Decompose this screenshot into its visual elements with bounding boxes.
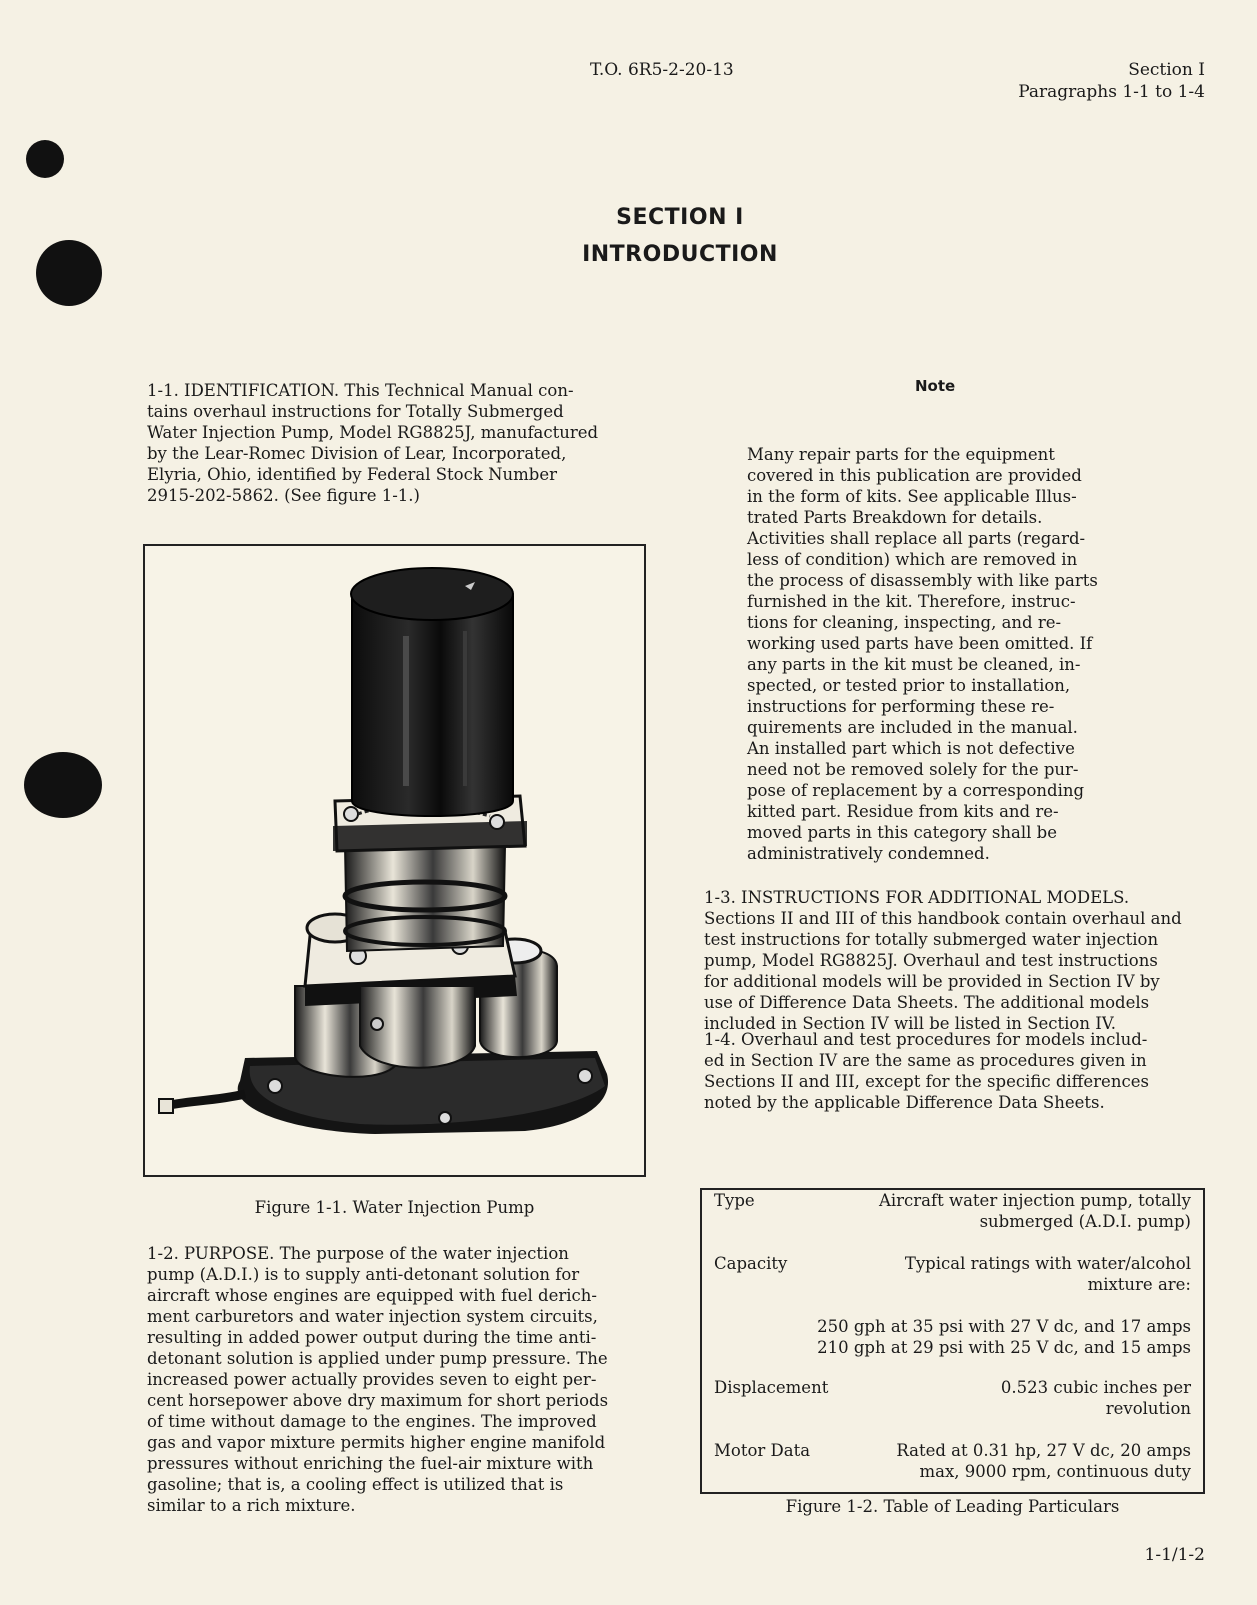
punch-hole-top bbox=[26, 140, 64, 178]
table-row-type bbox=[714, 1190, 1191, 1234]
header-section-info bbox=[1018, 59, 1205, 103]
table-row-value: Typical ratings with water/alcohol mixture are: 250 gph at 35 psi with 27 V dc, and 17 amps 210 gph at 29 psi with 25 V dc, and 15 amps bbox=[817, 1254, 1191, 1357]
to-number: T.O. 6R5-2-20-13 bbox=[590, 60, 734, 80]
text-line: covered in this publication are provided bbox=[747, 466, 1082, 485]
section-title: SECTION I bbox=[616, 205, 744, 230]
figure-1-1-frame bbox=[143, 544, 646, 1177]
text-line: pressures without enriching the fuel-air mixture with bbox=[147, 1454, 594, 1473]
header-paragraphs: Paragraphs 1-1 to 1-4 bbox=[1018, 82, 1205, 102]
table-row-label: Motor Data bbox=[714, 1441, 811, 1460]
text-line: for additional models will be provided in Section IV by bbox=[704, 972, 1160, 991]
text-line: Sections II and III of this handbook contain overhaul and bbox=[704, 909, 1182, 928]
text-line: tains overhaul instructions for Totally Submerged bbox=[147, 402, 564, 421]
text-line: tions for cleaning, inspecting, and re- bbox=[747, 613, 1062, 632]
text-line: ed in Section IV are the same as procedures given in bbox=[704, 1051, 1147, 1070]
text-line: less of condition) which are removed in bbox=[747, 550, 1078, 569]
table-row-label: Displacement bbox=[714, 1378, 829, 1397]
text-line: Water Injection Pump, Model RG8825J, manufactured bbox=[147, 423, 599, 442]
table-row-motor-data bbox=[714, 1440, 1191, 1484]
text-line: gasoline; that is, a cooling effect is utilized that is bbox=[147, 1475, 564, 1494]
text-line: use of Difference Data Sheets. The additional models bbox=[704, 993, 1150, 1012]
text-line: need not be removed solely for the pur- bbox=[747, 760, 1079, 779]
paragraph-1-4 bbox=[704, 1029, 1204, 1113]
text-line: of time without damage to the engines. The improved bbox=[147, 1412, 597, 1431]
text-line: kitted part. Residue from kits and re- bbox=[747, 802, 1059, 821]
table-row-label: Capacity bbox=[714, 1254, 788, 1273]
text-line: Sections II and III, except for the specific differences bbox=[704, 1072, 1149, 1091]
text-line: 1-3. INSTRUCTIONS FOR ADDITIONAL MODELS. bbox=[704, 888, 1130, 907]
punch-hole-middle bbox=[24, 752, 102, 818]
table-row-displacement bbox=[714, 1377, 1191, 1421]
text-line: pose of replacement by a corresponding bbox=[747, 781, 1085, 800]
text-line: in the form of kits. See applicable Illus- bbox=[747, 487, 1077, 506]
text-line: instructions for performing these re- bbox=[747, 697, 1055, 716]
text-line: pump (A.D.I.) is to supply anti-detonant solution for bbox=[147, 1265, 580, 1284]
text-line: any parts in the kit must be cleaned, in- bbox=[747, 655, 1081, 674]
text-line: spected, or tested prior to installation, bbox=[747, 676, 1071, 695]
section-subtitle: INTRODUCTION bbox=[582, 242, 778, 267]
text-line: pump, Model RG8825J. Overhaul and test instructions bbox=[704, 951, 1158, 970]
figure-1-2-caption: Figure 1-2. Table of Leading Particulars bbox=[785, 1497, 1120, 1516]
text-line: similar to a rich mixture. bbox=[147, 1496, 356, 1515]
text-line: test instructions for totally submerged water injection bbox=[704, 930, 1159, 949]
text-line: Activities shall replace all parts (regard- bbox=[747, 529, 1086, 548]
text-line: by the Lear-Romec Division of Lear, Incorporated, bbox=[147, 444, 567, 463]
paragraph-1-3 bbox=[704, 887, 1204, 1034]
text-line: working used parts have been omitted. If bbox=[747, 634, 1093, 653]
text-line: furnished in the kit. Therefore, instruc- bbox=[747, 592, 1076, 611]
page-number: 1-1/1-2 bbox=[1144, 1545, 1205, 1565]
table-row-capacity bbox=[714, 1253, 1191, 1358]
text-line: Elyria, Ohio, identified by Federal Stock Number bbox=[147, 465, 557, 484]
water-injection-pump-illustration bbox=[145, 546, 644, 1175]
note-body bbox=[747, 444, 1124, 864]
table-row-value: Rated at 0.31 hp, 27 V dc, 20 amps max, 9000 rpm, continuous duty bbox=[896, 1441, 1191, 1481]
text-line: 1-4. Overhaul and test procedures for models includ- bbox=[704, 1030, 1148, 1049]
note-heading: Note bbox=[915, 377, 956, 395]
text-line: moved parts in this category shall be bbox=[747, 823, 1057, 842]
text-line: 1-1. IDENTIFICATION. This Technical Manual con- bbox=[147, 381, 574, 400]
paragraph-1-2 bbox=[147, 1243, 644, 1516]
text-line: cent horsepower above dry maximum for short periods bbox=[147, 1391, 609, 1410]
text-line: gas and vapor mixture permits higher engine manifold bbox=[147, 1433, 606, 1452]
table-row-value: 0.523 cubic inches per revolution bbox=[1000, 1378, 1191, 1418]
text-line: 2915-202-5862. (See figure 1-1.) bbox=[147, 486, 420, 505]
table-row-label: Type bbox=[714, 1191, 755, 1210]
text-line: resulting in added power output during the time anti- bbox=[147, 1328, 597, 1347]
text-line: included in Section IV will be listed in Section IV. bbox=[704, 1014, 1116, 1033]
text-line: increased power actually provides seven to eight per- bbox=[147, 1370, 597, 1389]
paragraph-1-1 bbox=[147, 380, 644, 506]
table-row-value: Aircraft water injection pump, totally submerged (A.D.I. pump) bbox=[878, 1191, 1191, 1231]
header-section: Section I bbox=[1128, 60, 1205, 80]
text-line: the process of disassembly with like parts bbox=[747, 571, 1098, 590]
text-line: administratively condemned. bbox=[747, 844, 990, 863]
text-line: noted by the applicable Difference Data Sheets. bbox=[704, 1093, 1105, 1112]
text-line: An installed part which is not defective bbox=[747, 739, 1075, 758]
text-line: quirements are included in the manual. bbox=[747, 718, 1078, 737]
figure-1-1-caption: Figure 1-1. Water Injection Pump bbox=[254, 1198, 535, 1217]
text-line: ment carburetors and water injection system circuits, bbox=[147, 1307, 598, 1326]
text-line: detonant solution is applied under pump pressure. The bbox=[147, 1349, 608, 1368]
text-line: 1-2. PURPOSE. The purpose of the water injection bbox=[147, 1244, 569, 1263]
text-line: aircraft whose engines are equipped with fuel derich- bbox=[147, 1286, 597, 1305]
text-line: trated Parts Breakdown for details. bbox=[747, 508, 1043, 527]
leading-particulars-table bbox=[700, 1188, 1205, 1494]
text-line: Many repair parts for the equipment bbox=[747, 445, 1055, 464]
